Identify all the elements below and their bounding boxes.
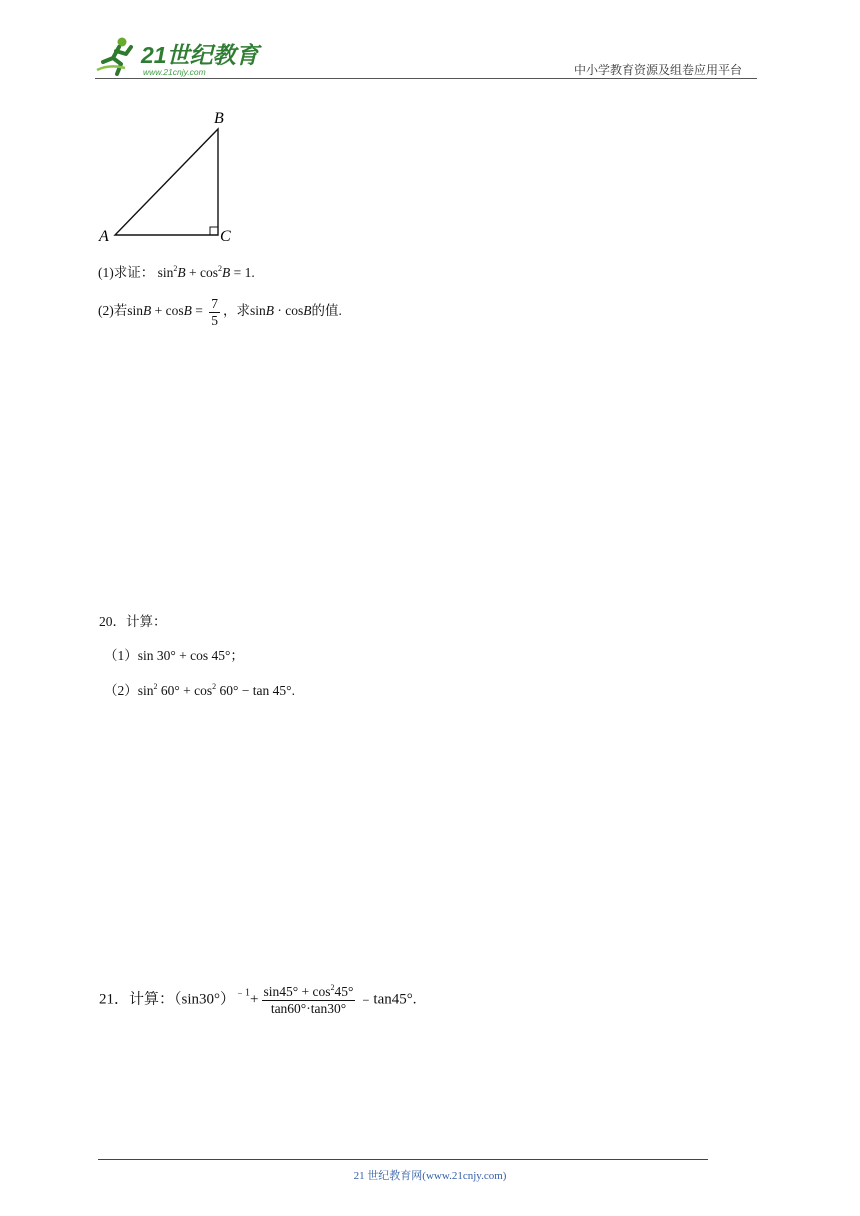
triangle-shape [115, 129, 218, 235]
q20-part2 [104, 684, 295, 698]
logo [95, 34, 265, 78]
q21-num-exp: 2 [330, 983, 335, 992]
q19-part1-formula [157, 264, 255, 280]
q20-title: 20．计算： [99, 614, 167, 629]
q21-label: 21．计算： [99, 991, 175, 1008]
q20-part1-expr: sin 30° + cos 45° [137, 648, 231, 663]
part1-rhs: = 1 [230, 265, 252, 280]
part1-var2: B [222, 265, 231, 280]
q20-part2-sin: sin [137, 683, 154, 698]
footer-text: 21 世纪教育网(www.21cnjy.com) [353, 1170, 507, 1182]
q21-numerator [262, 984, 356, 1000]
q21-exp: ﹣1 [235, 987, 251, 999]
part1-cos: + cos [185, 265, 218, 280]
label-a: A [99, 228, 109, 245]
q20-part1-prefix: （1） [104, 648, 138, 663]
q21-num-a: sin45° + cos [263, 984, 331, 999]
part1-end: . [251, 265, 255, 280]
q20-part1 [104, 649, 244, 663]
q19-part1 [98, 266, 255, 280]
label-b: B [214, 110, 224, 127]
q19-part2-prefix: (2)若 [98, 303, 128, 319]
part1-sin: sin [157, 265, 174, 280]
part2-end: 的值. [311, 303, 342, 319]
part2-eq: = [191, 303, 207, 319]
q20-part2-end: . [291, 683, 295, 698]
part2-var2: B [183, 303, 192, 319]
q21-paren: （sin30°） [174, 991, 236, 1008]
part2-cos2: · cos [274, 303, 304, 319]
logo-url: www.21cnjy.com [143, 67, 206, 77]
q20-part2-cos: 60° + cos [157, 683, 213, 698]
fraction-denominator: 5 [211, 312, 218, 328]
part2-var3: B [265, 303, 275, 319]
runner-icon [97, 38, 131, 75]
part2-var1: B [143, 303, 152, 319]
q20-part2-prefix: （2） [104, 683, 138, 698]
q20-part2-exp2: 2 [212, 682, 217, 691]
fraction-7-5 [209, 296, 220, 328]
q20-part1-end: ； [230, 648, 244, 663]
label-c: C [220, 228, 231, 245]
footer-rule [98, 1159, 708, 1160]
part1-exp1: 2 [173, 264, 178, 273]
triangle-figure [96, 106, 246, 246]
fraction-numerator: 7 [211, 296, 218, 311]
part2-sin: sin [127, 303, 144, 319]
part1-exp2: 2 [218, 264, 222, 273]
part2-sin2: sin [250, 303, 266, 319]
q21-tail: ﹣tan45°. [358, 991, 417, 1008]
q19-part1-prefix: (1)求证： [98, 265, 155, 280]
q20-part2-exp1: 2 [153, 682, 158, 691]
part2-mid: ，求 [223, 303, 250, 319]
q21 [99, 984, 417, 1016]
logo-text: 21世纪教育 [141, 42, 259, 68]
right-angle-mark [210, 227, 218, 235]
q20-part2-tan: 60° − tan 45° [216, 683, 292, 698]
q21-plus: + [250, 991, 259, 1008]
platform-text: 中小学教育资源及组卷应用平台 [574, 63, 743, 77]
q19-part2 [98, 296, 342, 328]
header-rule [95, 78, 757, 79]
part2-var4: B [303, 303, 312, 319]
part2-cos: + cos [151, 303, 184, 319]
q21-fraction [262, 984, 356, 1016]
part1-var1: B [177, 265, 186, 280]
q21-denominator: tan60°·tan30° [262, 1000, 356, 1017]
q21-num-b: 45° [334, 984, 354, 999]
